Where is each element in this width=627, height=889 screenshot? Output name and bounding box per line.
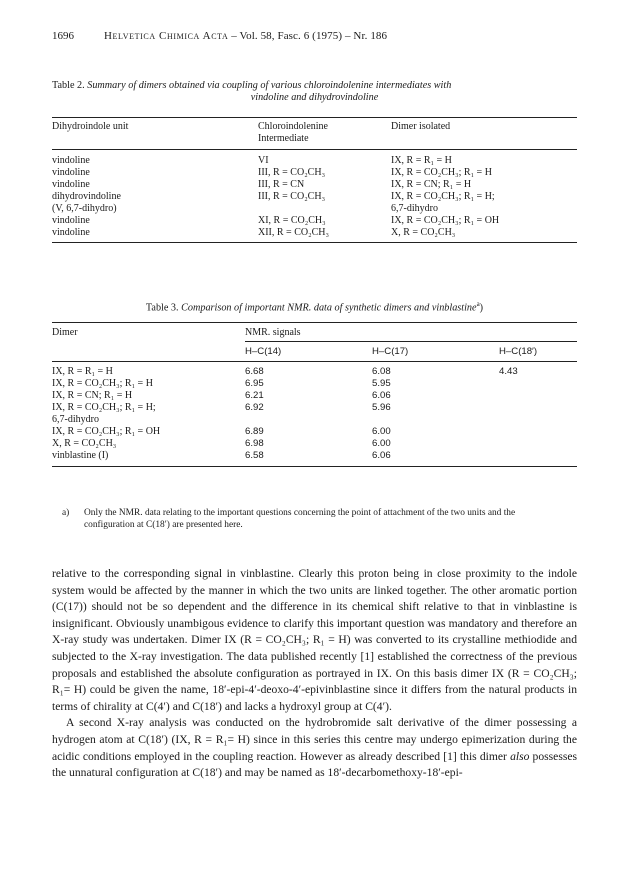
table3-title: Comparison of important NMR. data of synthetic dimers and vinblastine — [181, 302, 477, 314]
table2-caption-line1 — [52, 80, 577, 92]
table2-cell: III, R = CO₂CH₃ — [258, 167, 326, 178]
table2-bottom-rule — [52, 242, 577, 243]
table3-top-rule — [52, 322, 577, 323]
table2-cell: X, R = CO₂CH₃ — [391, 227, 456, 238]
table2-cell: vindoline — [52, 167, 90, 178]
footnote-mark: a) — [62, 508, 70, 518]
body-emphasis: also — [510, 749, 530, 763]
body-paragraph-2 — [52, 715, 577, 781]
table2-cell: dihydrovindoline — [52, 191, 121, 202]
table3-group-rule — [245, 341, 577, 342]
table2-label: Table 2. — [52, 80, 88, 91]
table2-cell: XI, R = CO₂CH₃ — [258, 215, 326, 226]
body-text — [52, 566, 577, 782]
table3-caption-close: ) — [479, 302, 484, 314]
table3-dimer-cell: 6,7-dihydro — [52, 414, 99, 425]
table2-cell: 6,7-dihydro — [391, 203, 438, 214]
table3-c17-cell: 5.95 — [372, 378, 391, 389]
table2-cell: IX, R = CO₂CH₃; R₁ = H; — [391, 191, 495, 202]
table3-c14-cell: 6.68 — [245, 366, 264, 377]
table2-cell: III, R = CN — [258, 179, 305, 190]
table2-caption-line2 — [52, 92, 577, 104]
table3-c14-cell: 6.58 — [245, 450, 264, 461]
table3-c14-cell: 6.21 — [245, 390, 264, 401]
table2-cell: (V, 6,7-dihydro) — [52, 203, 117, 214]
table3-header-group: NMR. signals — [245, 327, 301, 338]
table3-header-c14: H–C(14) — [245, 346, 282, 357]
table2-title-2: vindoline and dihydrovindoline — [250, 92, 379, 103]
table2-cell: XII, R = CO₂CH₃ — [258, 227, 329, 238]
body-paragraph-2-part-b: possesses the unnatural configuration at C(18′) and may be named as 18′-decarbomethoxy-18′-epi- — [52, 749, 578, 780]
table2-caption — [52, 80, 577, 104]
table3-header-dimer: Dimer — [52, 327, 78, 338]
table3-c14-cell: 6.98 — [245, 438, 264, 449]
table3-header-rule — [52, 361, 577, 362]
body-paragraph-1: relative to the corresponding signal in vinblastine. Clearly this proton being in close proximity to the indole system would be affected by the manner in which the two units are linked together. The other aromatic portion (C(17)) should not be so dependent and the difference in its chemical shift relative to that in vinblastine is insignificant. Obviously unambigous evidence to clarify this important question was mandatory and therefore an X-ray study was undertaken. Dimer IX (R = CO₂CH₃; R₁ = H) was converted to its crystalline methiodide and subjected to the X-ray investigation. The data published recently [1] established the correctness of the previous proposals and established the absolute configuration as portrayed in IX. On this basis dimer IX (R = CO₂CH₃; R₁= H) could be given the name, 18′-epi-4′-deoxo-4′-epivinblastine since it differs from the natural products in terms of chirality at C(4′) and C(18′) and lacks a hydroxyl group at C(4′). — [52, 567, 577, 713]
table2-header-col2: Chloroindolenine — [258, 121, 328, 132]
table3-c17-cell: 5.96 — [372, 402, 391, 413]
table3-c17-cell: 6.00 — [372, 426, 391, 437]
table2-header-col3: Dimer isolated — [391, 121, 451, 132]
table2-cell: IX, R = CO₂CH₃; R₁ = OH — [391, 215, 500, 226]
table3-c17-cell: 6.08 — [372, 366, 391, 377]
table3-dimer-cell: IX, R = CN; R₁ = H — [52, 390, 133, 401]
table3-dimer-cell: IX, R = R₁ = H — [52, 366, 113, 377]
table2-cell: vindoline — [52, 215, 90, 226]
table2-header-col1: Dihydroindole unit — [52, 121, 129, 132]
table3-c17-cell: 6.06 — [372, 390, 391, 401]
page-number: 1696 — [52, 30, 74, 42]
table2-title-1: Summary of dimers obtained via coupling of various chloroindolenine intermediates with — [87, 80, 452, 91]
table3-dimer-cell: X, R = CO₂CH₃ — [52, 438, 117, 449]
table2-cell: VI — [258, 155, 269, 166]
table2-top-rule — [52, 117, 577, 118]
table3-dimer-cell: IX, R = CO₂CH₃; R₁ = H; — [52, 402, 156, 413]
table3-bottom-rule — [52, 466, 577, 467]
table2-cell: vindoline — [52, 155, 90, 166]
journal-citation — [104, 30, 387, 42]
table3-c14-cell: 6.89 — [245, 426, 264, 437]
table2-cell: IX, R = R₁ = H — [391, 155, 452, 166]
table3-c17-cell: 6.06 — [372, 450, 391, 461]
table3-c14-cell: 6.92 — [245, 402, 264, 413]
journal-volume: – Vol. 58, Fasc. 6 (1975) – Nr. 186 — [228, 30, 388, 42]
table3-label: Table 3. — [145, 302, 182, 314]
body-paragraph-2-part-a: A second X-ray analysis was conducted on the hydrobromide salt derivative of the dimer possessing a hydrogen atom at C(18′) (IX, R = R₁= H) since in this series this centre may undergo epimerization during the acidic conditions employed in the coupling reaction. However as already described [1] this dimer — [52, 716, 577, 763]
table3-c14-cell: 6.95 — [245, 378, 264, 389]
table3-header-c18: H–C(18′) — [499, 346, 538, 357]
table2 — [52, 117, 577, 277]
table3 — [52, 322, 577, 502]
table2-cell: III, R = CO₂CH₃ — [258, 191, 326, 202]
table2-cell: vindoline — [52, 179, 90, 190]
table2-header-col2-line2: Intermediate — [258, 132, 309, 144]
table3-c17-cell: 6.00 — [372, 438, 391, 449]
table3-header-c17: H–C(17) — [372, 346, 409, 357]
table3-dimer-cell: vinblastine (I) — [52, 450, 109, 461]
journal-name: Helvetica Chimica Acta — [104, 30, 229, 42]
table3-footnote-ref: a — [476, 300, 480, 308]
table3-dimer-cell: IX, R = CO₂CH₃; R₁ = OH — [52, 426, 161, 437]
table3-dimer-cell: IX, R = CO₂CH₃; R₁ = H — [52, 378, 153, 389]
footnote-text: Only the NMR. data relating to the important questions concerning the point of attachment of the two units and the configuration at C(18′) are presented here. — [84, 508, 516, 530]
table2-cell: vindoline — [52, 227, 90, 238]
table2-cell: IX, R = CO₂CH₃; R₁ = H — [391, 167, 492, 178]
table2-cell: IX, R = CN; R₁ = H — [391, 179, 472, 190]
table3-caption — [52, 298, 577, 314]
table3-c18-cell: 4.43 — [499, 366, 518, 377]
table2-header-rule — [52, 149, 577, 150]
